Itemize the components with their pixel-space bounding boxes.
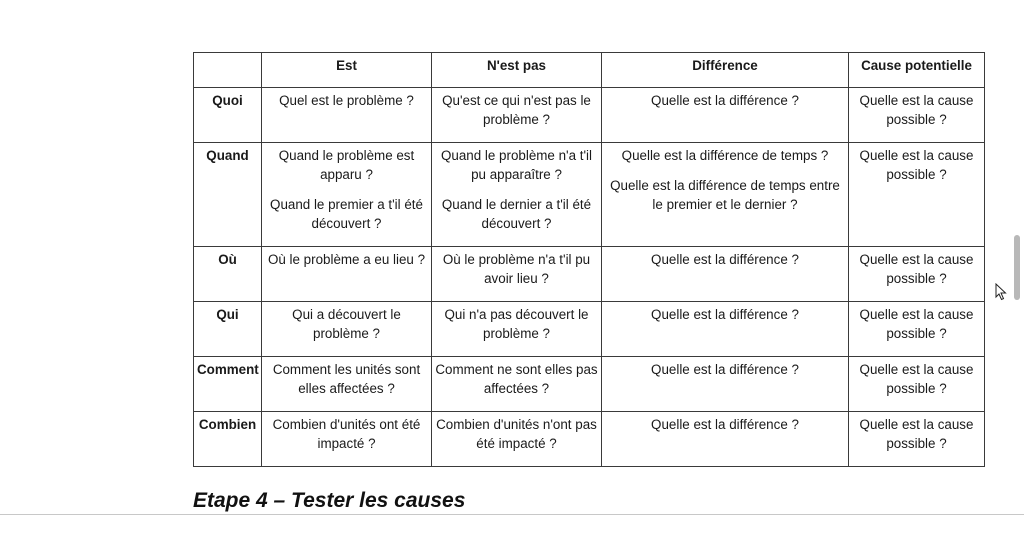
cell-nest-pas xyxy=(432,88,602,143)
table-row xyxy=(194,143,985,247)
header-cell-empty xyxy=(194,53,262,88)
cell-text: Quelle est la cause possible ? xyxy=(859,417,974,451)
cell-text: Quelle est la différence ? xyxy=(651,362,799,377)
table-row xyxy=(194,88,985,143)
cell-text: Qui n'a pas découvert le problème ? xyxy=(444,307,589,341)
table-row xyxy=(194,412,985,467)
cell-cause xyxy=(849,247,985,302)
cell-text: Quelle est la cause possible ? xyxy=(859,307,974,341)
cell-text: Quand le problème n'a t'il pu apparaître ? xyxy=(440,148,592,182)
cell-text: Quelle est la cause possible ? xyxy=(859,362,974,396)
cell-difference xyxy=(602,88,849,143)
header-cell-difference: Différence xyxy=(602,53,849,88)
cell-nest-pas xyxy=(432,357,602,412)
cell-text: Quelle est la différence ? xyxy=(651,417,799,432)
cell-est xyxy=(262,247,432,302)
cell-cause xyxy=(849,88,985,143)
row-label: Comment xyxy=(194,357,262,412)
cell-nest-pas xyxy=(432,302,602,357)
analysis-table xyxy=(193,52,985,467)
cell-text: Quelle est la différence ? xyxy=(651,307,799,322)
header-cell-cause: Cause potentielle xyxy=(849,53,985,88)
cell-text: Quelle est la différence ? xyxy=(651,93,799,108)
cell-difference xyxy=(602,357,849,412)
cell-text: Quelle est la cause possible ? xyxy=(859,93,974,127)
table-row xyxy=(194,357,985,412)
cell-text: Quel est le problème ? xyxy=(279,93,414,108)
header-cell-nest-pas: N'est pas xyxy=(432,53,602,88)
cell-est xyxy=(262,357,432,412)
cell-text: Combien d'unités ont été impacté ? xyxy=(272,417,421,451)
cell-text: Comment ne sont elles pas affectées ? xyxy=(435,362,598,396)
row-label: Quoi xyxy=(194,88,262,143)
cell-text: Qu'est ce qui n'est pas le problème ? xyxy=(442,93,591,127)
cell-nest-pas xyxy=(432,247,602,302)
cell-text: Quelle est la différence de temps ? xyxy=(621,148,829,163)
vertical-scrollbar[interactable] xyxy=(1010,40,1024,520)
cell-text: Qui a découvert le problème ? xyxy=(292,307,401,341)
cell-text: Où le problème a eu lieu ? xyxy=(267,252,426,267)
cell-text: Quelle est la cause possible ? xyxy=(859,252,974,286)
section-heading: Etape 4 – Tester les causes xyxy=(193,489,466,512)
cell-difference xyxy=(602,143,849,247)
cell-nest-pas xyxy=(432,412,602,467)
cell-text: Quand le problème est apparu ? xyxy=(278,148,415,182)
table-row xyxy=(194,247,985,302)
cell-est xyxy=(262,302,432,357)
row-label: Quand xyxy=(194,143,262,247)
row-label: Combien xyxy=(194,412,262,467)
cell-cause xyxy=(849,143,985,247)
cell-difference xyxy=(602,412,849,467)
cell-text: Où le problème n'a t'il pu avoir lieu ? xyxy=(442,252,591,286)
table-row xyxy=(194,302,985,357)
table-header-row xyxy=(194,53,985,88)
cell-est xyxy=(262,143,432,247)
scrollbar-thumb[interactable] xyxy=(1014,235,1020,300)
cell-est xyxy=(262,88,432,143)
cell-difference xyxy=(602,302,849,357)
row-label: Qui xyxy=(194,302,262,357)
mouse-pointer-icon xyxy=(995,283,1007,301)
cell-text: Quand le premier a t'il été découvert ? xyxy=(270,197,423,231)
page-bottom-edge xyxy=(0,514,1024,515)
cell-text: Comment les unités sont elles affectées ? xyxy=(272,362,421,396)
cell-cause xyxy=(849,412,985,467)
cell-nest-pas xyxy=(432,143,602,247)
cell-text: Quelle est la différence de temps entre le premier et le dernier ? xyxy=(610,178,840,212)
cell-difference xyxy=(602,247,849,302)
cell-cause xyxy=(849,302,985,357)
cell-text: Combien d'unités n'ont pas été impacté ? xyxy=(436,417,597,451)
cell-text: Quelle est la cause possible ? xyxy=(859,148,974,182)
row-label: Où xyxy=(194,247,262,302)
cell-cause xyxy=(849,357,985,412)
cell-text: Quand le dernier a t'il été découvert ? xyxy=(441,197,592,231)
cell-est xyxy=(262,412,432,467)
header-cell-est: Est xyxy=(262,53,432,88)
cell-text: Quelle est la différence ? xyxy=(651,252,799,267)
